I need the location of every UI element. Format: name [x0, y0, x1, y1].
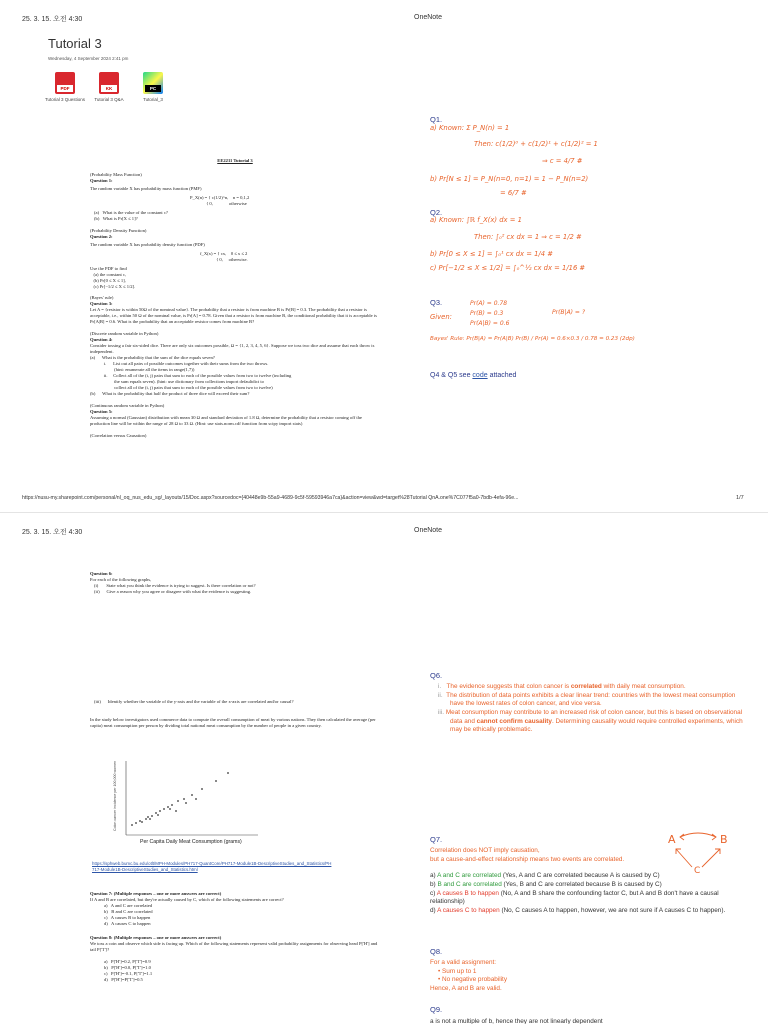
scatter-point — [177, 800, 179, 802]
answer-q7-label: Q7. — [430, 835, 443, 844]
scatter-point — [149, 818, 151, 820]
answer-q9-label: Q9. — [430, 1005, 443, 1014]
scatter-point — [201, 788, 203, 790]
svg-text:C: C — [694, 866, 701, 876]
answer-q1-label: Q1. — [430, 115, 443, 124]
pycharm-icon: PC — [143, 72, 163, 94]
chart-ylabel: Colon cancer incidence per 100,000 women — [113, 760, 117, 831]
scatter-point — [145, 818, 147, 820]
answer-q9: a is not a multiple of b, hence they are not linearly dependent — [430, 1018, 603, 1024]
scatter-point — [195, 798, 197, 800]
scatter-point — [227, 772, 229, 774]
chart-source-link[interactable]: https://sphweb.bumc.bu.edu/otlt/MPH-Modules/PH717-QuantCore/PH717-Module1B-DescriptiveStudies_and_Statistics/PH717-Module1B-DescriptiveStudies_and_Statistics.html — [92, 861, 332, 872]
print-app-name: OneNote — [414, 14, 443, 21]
scatter-point — [167, 806, 169, 808]
tutorial-document-cont: Question 6: For each of the following graphs, (i) State what you think the evidence is trying to suggest. Is there correlation or not? (ii) Give a reason why you agree or disagree with what the evidence is suggesting. — [90, 571, 256, 594]
tutorial-document: EE2211 Tutorial 3 (Probability Mass Function) Question 1: The random variable X has probability mass function (PMF) P_X(n) = { c(1/2)^n, n = 0,1,2 { 0, otherwise (a) What is the value of the constant c? (b) What is Pr[X ≤ 1]? (Probability Density Function) Question 2: The random variable X has probability density function (PDF) f_X(x) = { cx, 0 ≤ x ≤ 2 { 0, otherwise. Use the PDF to find (a) the constant c, (b) Pr[0 ≤ X ≤ 1], (c) Pr[−1/2 ≤ X ≤ 1/2]. (Bayes' rule) Question 3: Let A = {resistor is within 50Ω of the nominal value}. The probability that a resistor is from machine B is Pr[B] = 0.3. The probability that a resistor is acceptable, i.e., within 50 Ω of the nominal value, is Pr[A] = 0.78. Given that a resistor is from machine B, the conditional probability that it is acceptable is Pr[A|B] = 0.6. What is the probability that an acceptable resistor comes from machine B? (Discrete random variable in Python) Question 4: Consider tossing a fair six-sided dice. There are only six outcomes possible, Ω = {1, 2, 3, 4, 5, 6}. Suppose we toss two dice and assume that each throw is independent. (a) What is the probability that the sum of the dice equals seven? i. List out all pairs of possible outcomes together with their sums from the two throws. (hint: enumerate all the items in range(1,7)) ii. Collect all of the (i, j) pairs that sum to each of the possible values from two to twelve (including the sum equals seven). (hint: use dictionary from collections import defaultdict to collect all of the (i, j) pairs that sum to each of the possible values from two to twelve) (b) What is the probability that half the product of three dice will exceed their sum? (Continuous random variable in Python) Question 5: Assuming a normal (Gaussian) distribution with mean 30 Ω and standard deviation of 1.8 Ω, determine the probability that a resistor coming off the production line will be within the range of 28 Ω to 33 Ω. (Hint: use stats.norm.cdf function from scipy import stats) (Correlation versus Causation) — [90, 158, 379, 438]
scatter-point — [191, 794, 193, 796]
scatter-point — [131, 824, 133, 826]
attachment-tutorial-qa[interactable]: KK Tutorial 3 Q&A — [86, 72, 132, 103]
answer-q8-label: Q8. — [430, 947, 443, 956]
attachment-tutorial-3-code[interactable]: PC Tutorial_3 — [130, 72, 176, 103]
pdf-formula: f_X(x) = { cx, 0 ≤ x ≤ 2 { 0, otherwise. — [200, 250, 248, 262]
code-link[interactable]: code — [472, 372, 488, 379]
answer-q3-label: Q3. — [430, 298, 443, 307]
scatter-points — [131, 772, 229, 826]
answer-q2-label: Q2. — [430, 208, 443, 217]
scatter-point — [163, 808, 165, 810]
scatter-point — [139, 820, 141, 822]
scatter-point — [141, 821, 143, 823]
scatter-point — [159, 810, 161, 812]
svg-text:B: B — [720, 833, 728, 846]
answer-q6-label: Q6. — [430, 671, 443, 680]
print-date: 25. 3. 15. 오전 4:30 — [22, 529, 83, 536]
doc-heading: EE2211 Tutorial 3 — [217, 158, 253, 163]
page-title: Tutorial 3 — [48, 36, 102, 51]
scatter-point — [175, 810, 177, 812]
print-url: https://nusu-my.sharepoint.com/personal/nl_oq_nus_edu_sg/_layouts/15/Doc.aspx?sourcedoc={40448e9b-55a9-4689-9c5f-59593946a7ca}&action=view&wd=target%28Tutorial QnA.one%7C077f5a0-7bdb-4efa-96e... — [22, 495, 519, 501]
scatter-point — [183, 798, 185, 800]
page-1: 25. 3. 15. 오전 4:30 OneNote Tutorial 3 Wednesday, 4 September 2024 2:41 pm PDF Tutorial 3 Questions KK Tutorial 3 Q&A PC Tutorial_3 EE2211 Tutorial 3 (Probability Mass Function) Question 1: The random variable X has probability mass function (PMF) P_X(n) = { c(1/2)^n, n = 0,1,2 { 0, otherwise (a) What is the value of the constant c? (b) What is Pr[X ≤ 1]? (Probability Density Function) Question 2: The random variable X has probability density function (PDF) f_X(x) = { cx, 0 ≤ x ≤ 2 { 0, otherwise. Use the PDF to find (a) the constant c, (b) Pr[0 ≤ X ≤ 1], (c) Pr[−1/2 ≤ X ≤ 1/2]. (Bayes' rule) Question 3: Let A = {resistor is within 50Ω of the nominal value}. The probability that a resistor is from machine B is Pr[B] = 0.3. The probability that a resistor is acceptable, i.e., within 50 Ω of the nominal value, is Pr[A] = 0.78. Given that a resistor is from machine B, the conditional probability that it is acceptable is Pr[A|B] = 0.6. What is the probability that an acceptable resistor comes from machine B? (Discrete random variable in Python) Question 4: Consider tossing a fair six-sided dice. There are only six outcomes possible, Ω = {1, 2, 3, 4, 5, 6}. Suppose we toss two dice and assume that each throw is independent. (a) What is the probability that the sum of the dice equals seven? i. List out all pairs of possible outcomes together with their sums from the two throws. (hint: enumerate all the items in range(1,7)) ii. Collect all of the (i, j) pairs that sum to each of the possible values from two to twelve (including the sum equals seven). (hint: use dictionary from collections import defaultdict to collect all of the (i, j) pairs that sum to each of the possible values from two to twelve) (b) What is the probability that half the product of three dice will exceed their sum? (Continuous random variable in Python) Question 5: Assuming a normal (Gaussian) distribution with mean 30 Ω and standard deviation of 1.8 Ω, determine the probability that a resistor coming off the production line will be within the range of 28 Ω to 33 Ω. (Hint: use stats.norm.cdf function from scipy import stats) (Correlation versus Causation) Q1. a) Known: Σ P_N(n) = 1 Then: c(1/2)⁰ + c(1/2)¹ + c(1/2)² = 1 ⇒ c = 4/7 # b) Pr[N ≤ 1] = P_N(n=0, n=1) = 1 − P_N(n=2) = 6/7 # Q2. a) Known: ∫ℝ f_X(x) dx = 1 Then: ∫₀² cx dx = 1 ⇒ c = 1/2 # b) Pr[0 ≤ X ≤ 1] = ∫₀¹ cx dx = 1/4 # c) Pr[−1/2 ≤ X ≤ 1/2] = ∫₀^½ cx dx = 1/16 # Q3. Given: Pr(A) = 0.78 Pr(B) = 0.3 Pr(A|B) = 0.6 Pr(B|A) = ? Bayes' Rule: Pr(B|A) = Pr(A|B) Pr(B) / Pr(A) = 0.6×0.3 / 0.78 = 0.23 (2dp) Q4 & Q5 see code attached https://nusu-my.sharepoint.com/personal/nl_oq_nus_edu_sg/_layouts/15/Doc.aspx?sourcedoc={40448e9b-55a9-4689-9c5f-59593946a7ca}&action=view&wd=target%28Tutorial QnA.one%7C077f5a0-7bdb-4efa-96e... 1/7 — [0, 0, 768, 512]
chart-xlabel: Per Capita Daily Meat Consumption (grams) — [140, 839, 242, 845]
scatter-point — [171, 804, 173, 806]
scatter-point — [151, 815, 153, 817]
scatter-point — [185, 802, 187, 804]
meat-consumption-scatter-chart — [112, 759, 260, 847]
answer-q8: For a valid assignment: • Sum up to 1 • No negative probability Hence, A and B are valid. — [430, 959, 508, 992]
scatter-point — [155, 812, 157, 814]
svg-text:A: A — [668, 833, 676, 846]
pmf-formula: P_X(n) = { c(1/2)^n, n = 0,1,2 { 0, otherwise — [190, 194, 250, 206]
print-page-number: 1/7 — [736, 495, 744, 501]
page-datetime: Wednesday, 4 September 2024 2:41 pm — [48, 56, 129, 61]
print-app-name: OneNote — [414, 527, 443, 534]
attachment-tutorial-questions[interactable]: PDF Tutorial 3 Questions — [42, 72, 88, 103]
scatter-point — [147, 816, 149, 818]
scatter-point — [169, 808, 171, 810]
answer-q4-q5-note: Q4 & Q5 see code attached — [430, 372, 517, 379]
scatter-point — [135, 822, 137, 824]
scatter-point — [157, 814, 159, 816]
answer-q7: Correlation does NOT imply causation, but a cause-and-effect relationship means two events are correlated. a) A and C are correlated (Yes, A and C are correlated because A is caused by C) b) B and C are correlated (Yes, B and C are correlated because B is caused by C) c) A causes B to happen (No, A and B share the confounding factor C, but A and B don't have a causal relationship) d) A causes C to happen (No, C causes A to happen, however, we are not sure if A causes C to happen). — [430, 847, 726, 914]
causation-diagram — [664, 829, 736, 877]
pdf-icon: KK — [99, 72, 119, 94]
page-2: 25. 3. 15. 오전 4:30 OneNote Question 6: For each of the following graphs, (i) State what you think the evidence is trying to suggest. Is there correlation or not? (ii) Give a reason why you agree or disagree with what the evidence is suggesting. (iii) Identify whether the variable of the y-axis and the variable of the x-axis are correlated and/or causal? In the study below investigators used commerce data to compute the overall consumption of meat by various nations. They then calculated the average (per capita) meat consumption per person by dividing total national meat consumption by the number of people in a given country. Colon cancer incidence per 100,000 women Per Capita Daily Meat Consumption (grams) https://sphweb.bumc.bu.edu/otlt/MPH-Modules/PH717-QuantCore/PH717-Module1B-DescriptiveStudies_and_Statistics/PH717-Module1B-DescriptiveStudies_and_Statistics.html Question 7: (Multiple responses – one or more answers are correct) If A and B are correlated, but they're actually caused by C, which of the following statements are correct? a) A and C are correlated b) B and C are correlated c) A causes B to happen d) A causes C to happen Question 8: (Multiple responses – one or more answers are correct) We toss a coin and observe which side is facing up. Which of the following statements represent valid probability assignments for observing head P['H'] and tail P['T']? a) P['H']=0.2, P['T']=0.9 b) P['H']=0.0, P['T']=1.0 c) P['H']=-0.1, P['T']=1.1 d) P['H']=P['T']=0.5 Q6. i. The evidence suggests that colon cancer is correlated with daily meat consumption. ii. The distribution of data points exhibits a clear linear trend: countries with the lowest meat consumption have the lowest rates of colon cancer, and vice versa. iii. Meat consumption may contribute to an increased risk of colon cancer, but this is based on observational data and cannot confirm causality. Determining causality would require controlled experiments, which may be ethically problematic. Q7. Correlation does NOT imply causation, but a cause-and-effect relationship means two events are correlated. a) A and C are correlated (Yes, A and C are correlated because A is caused by C) b) B and C are correlated (Yes, B and C are correlated because B is caused by C) c) A causes B to happen (No, A and B share the confounding factor C, but A and B don't have a causal relationship) d) A causes C to happen (No, C causes A to happen, however, we are not sure if A causes C to happen). A B C Q8. For a valid assignment: • Sum up to 1 • No negative probability Hence, A and B are valid. Q9. a is not a multiple of b, hence they are not linearly dependent — [0, 512, 768, 1024]
answer-q6: i. The evidence suggests that colon cancer is correlated with daily meat consumption. ii. The distribution of data points exhibits a clear linear trend: countries with the lowest meat consumption have the lowest rates of colon cancer, and vice versa. iii. Meat consumption may contribute to an increased risk of colon cancer, but this is based on observational data and cannot confirm causality. Determining causality would require controlled experiments, which may be ethically problematic. — [438, 683, 743, 734]
print-date: 25. 3. 15. 오전 4:30 — [22, 16, 83, 23]
scatter-point — [215, 780, 217, 782]
pdf-icon: PDF — [55, 72, 75, 94]
